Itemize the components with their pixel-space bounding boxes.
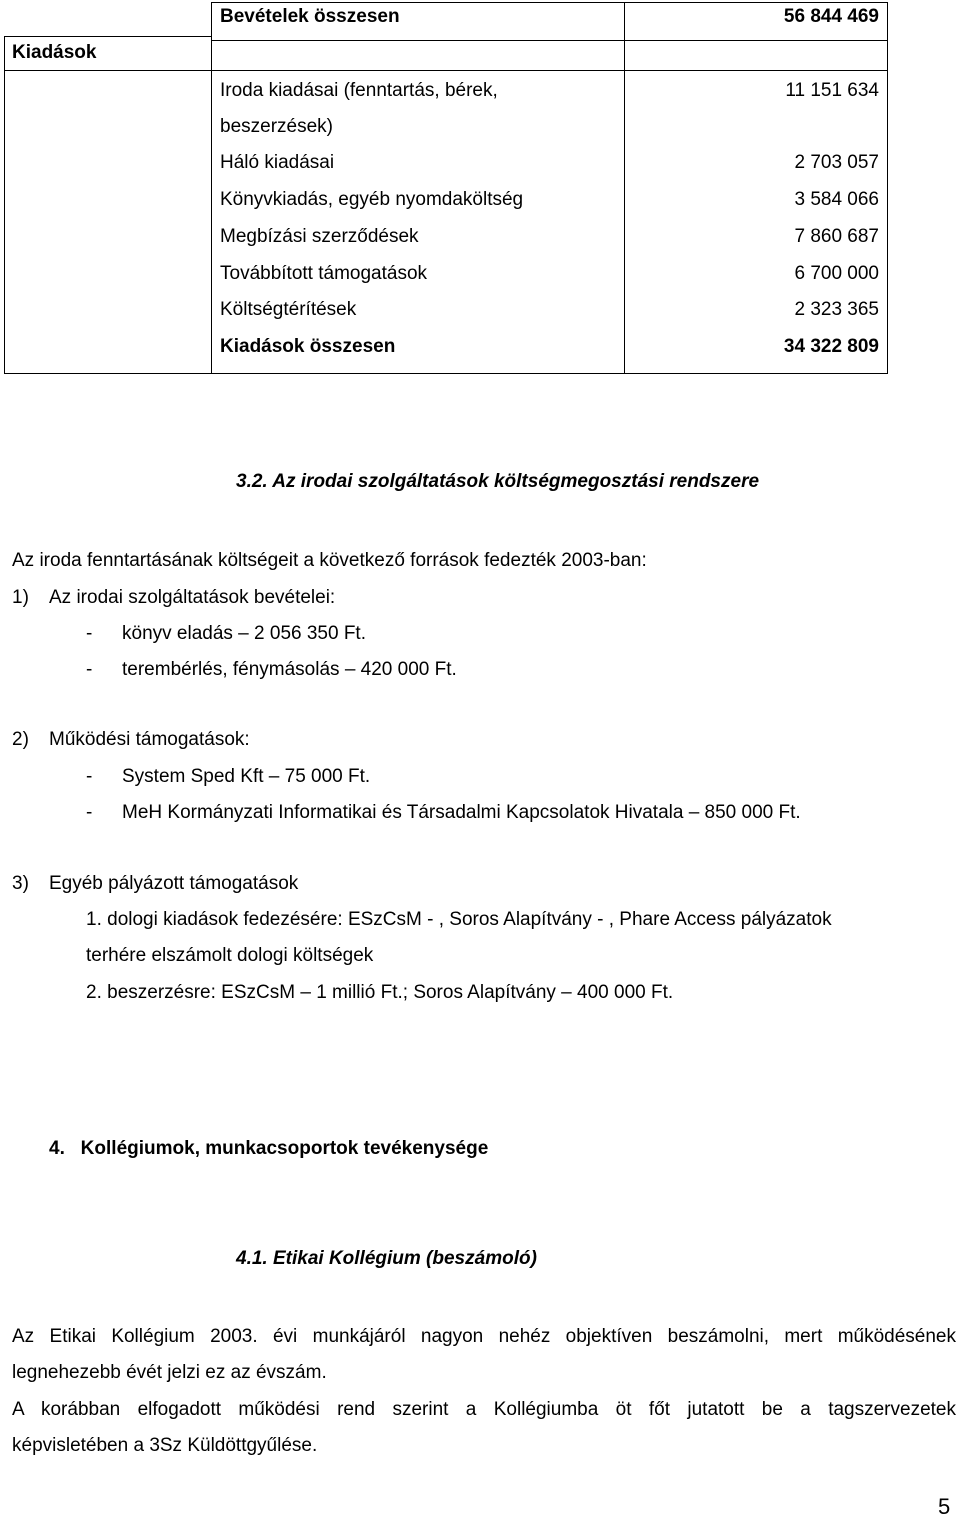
list-item-title: Az irodai szolgáltatások bevételei: [49, 587, 336, 608]
sub-item-text-cont: terhére elszámolt dologi költségek [86, 945, 374, 966]
section-4-heading: 4. Kollégiumok, munkacsoportok tevékenysége [49, 1138, 489, 1159]
section-4-1-heading: 4.1. Etikai Kollégium (beszámoló) [236, 1248, 537, 1269]
paragraph-line: képvisletében a 3Sz Küldöttgyűlése. [12, 1435, 318, 1456]
bullet-text: MeH Kormányzati Informatikai és Társadalmi Kapcsolatok Hivatala – 850 000 Ft. [122, 802, 801, 823]
expenses-total-value: 34 322 809 [783, 336, 879, 357]
table-border-top [211, 2, 888, 3]
bullet-dash: - [86, 659, 93, 680]
list-number: 1) [12, 587, 29, 608]
expense-row-label: Iroda kiadásai (fenntartás, bérek, [220, 80, 498, 101]
table-border-left [4, 36, 5, 374]
sub-item-text: 1. dologi kiadások fedezésére: ESzCsM - , Soros Alapítvány - , Phare Access pályázatok [86, 909, 832, 930]
expense-row-value: 6 700 000 [794, 263, 879, 284]
expenses-section-label: Kiadások [12, 42, 97, 63]
section-3-2-intro: Az iroda fenntartásának költségeit a következő források fedezték 2003-ban: [12, 550, 647, 571]
expense-row-label: Könyvkiadás, egyéb nyomdaköltség [220, 189, 524, 210]
expense-row-value: 2 703 057 [794, 152, 879, 173]
paragraph-line: Az Etikai Kollégium 2003. évi munkájáról nagyon nehéz objektíven beszámolni, mert működésének [12, 1326, 956, 1347]
section-3-2-heading: 3.2. Az irodai szolgáltatások költségmegosztási rendszere [236, 471, 760, 492]
bullet-text: terembérlés, fénymásolás – 420 000 Ft. [122, 659, 457, 680]
table-header-bottom [211, 40, 888, 41]
paragraph-line: legnehezebb évét jelzi ez az évszám. [12, 1362, 327, 1383]
table-border-right [887, 2, 888, 374]
bullet-dash: - [86, 802, 93, 823]
bullet-dash: - [86, 766, 93, 787]
expense-row-value: 2 323 365 [794, 299, 879, 320]
table-divider-2 [624, 2, 625, 374]
expense-row-label: Költségtérítések [220, 299, 357, 320]
expense-row-label: Továbbított támogatások [220, 263, 428, 284]
paragraph-line: A korábban elfogadott működési rend szerint a Kollégiumba öt főt jutatott be a tagszervezetek [12, 1399, 956, 1420]
table-section-top [4, 36, 211, 37]
list-number: 3) [12, 873, 29, 894]
bullet-text: könyv eladás – 2 056 350 Ft. [122, 623, 366, 644]
table-section-bottom [4, 70, 888, 71]
bullet-text: System Sped Kft – 75 000 Ft. [122, 766, 371, 787]
sub-item-text: 2. beszerzésre: ESzCsM – 1 millió Ft.; Soros Alapítvány – 400 000 Ft. [86, 982, 674, 1003]
bullet-dash: - [86, 623, 93, 644]
table-border-bottom [4, 373, 888, 374]
page-number: 5 [938, 1494, 951, 1519]
revenue-total-value: 56 844 469 [783, 6, 879, 27]
expense-row-value: 11 151 634 [785, 80, 879, 101]
expense-row-label-cont: beszerzések) [220, 116, 333, 137]
expense-row-value: 7 860 687 [794, 226, 879, 247]
list-item-title: Működési támogatások: [49, 729, 250, 750]
expense-row-label: Megbízási szerződések [220, 226, 419, 247]
revenue-total-label: Bevételek összesen [220, 6, 400, 27]
budget-table [4, 2, 888, 374]
list-number: 2) [12, 729, 29, 750]
list-item-title: Egyéb pályázott támogatások [49, 873, 299, 894]
expense-row-label: Háló kiadásai [220, 152, 335, 173]
table-divider-1 [211, 2, 212, 374]
expenses-total-label: Kiadások összesen [220, 336, 396, 357]
expense-row-value: 3 584 066 [794, 189, 879, 210]
